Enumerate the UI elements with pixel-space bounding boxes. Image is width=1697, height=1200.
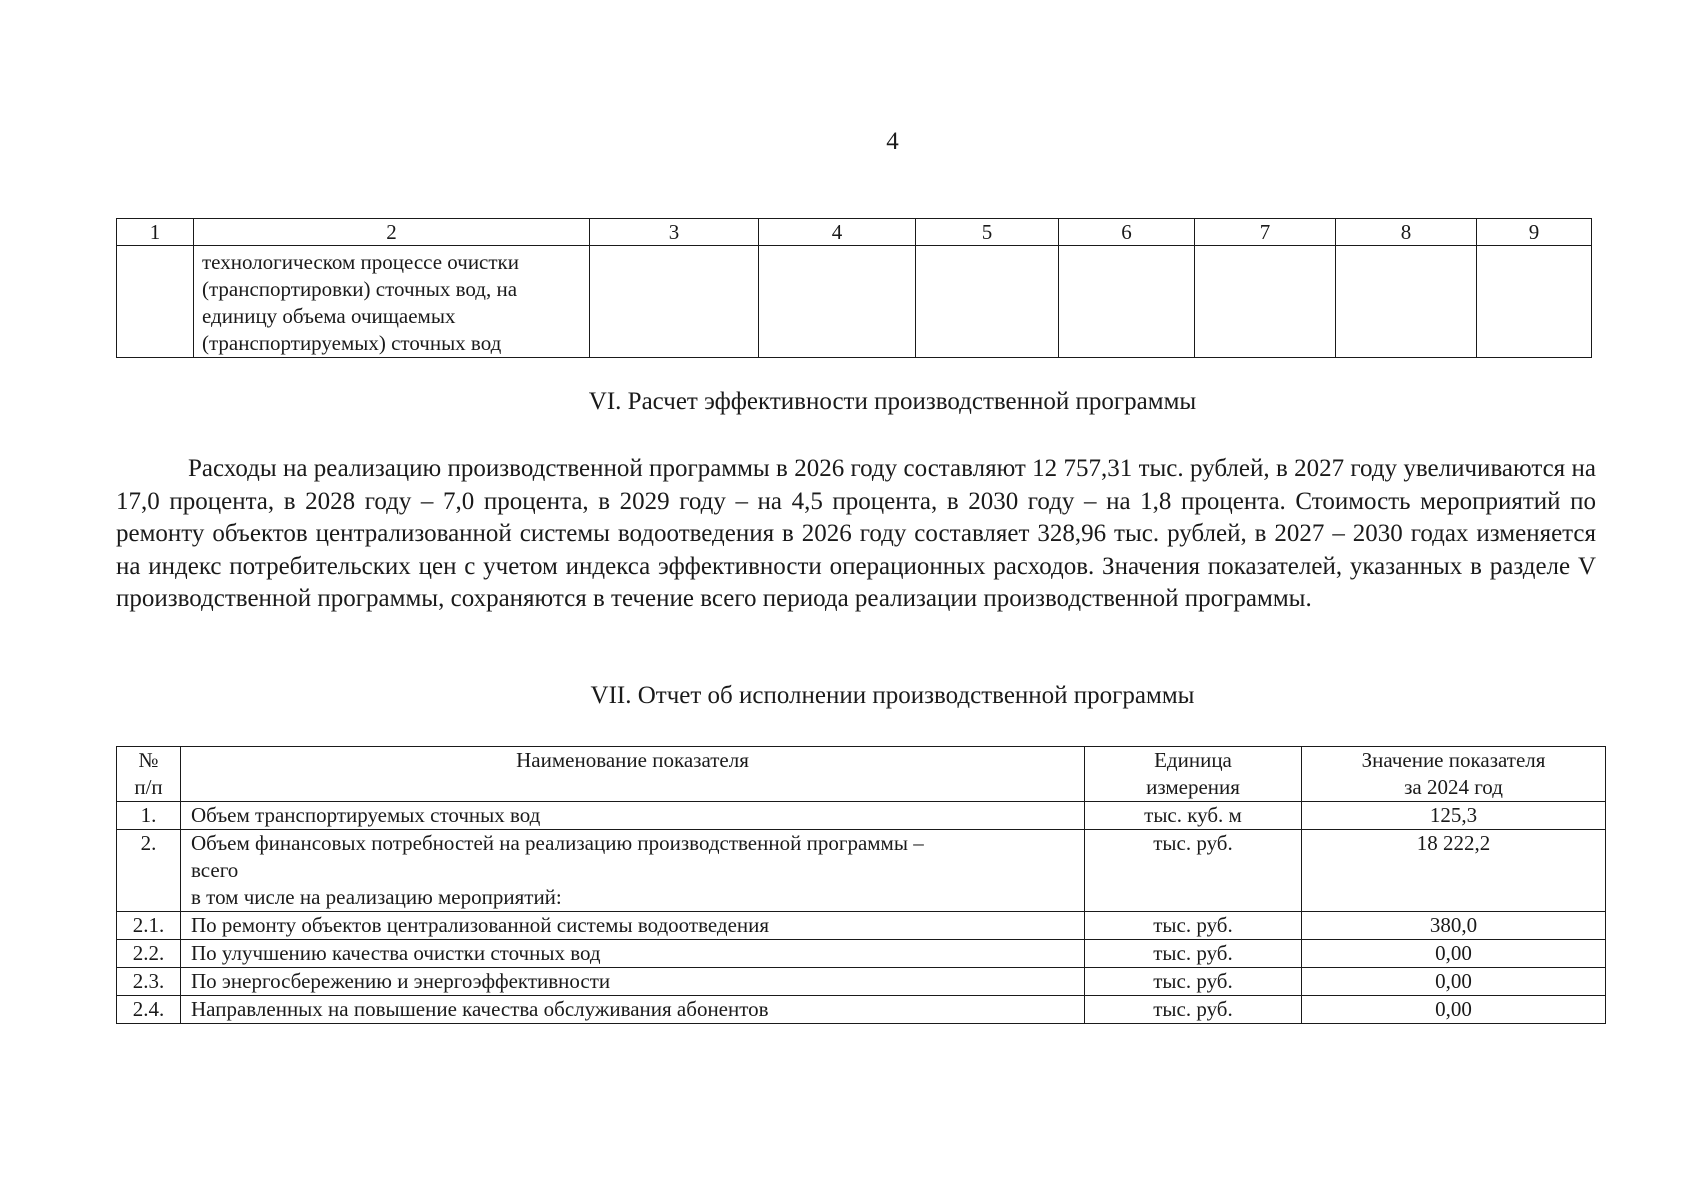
row-number-cell (117, 246, 194, 358)
row-name-line2: всего (191, 858, 239, 882)
row-value-cell: 0,00 (1302, 996, 1606, 1024)
value-cell (916, 246, 1059, 358)
column-number-cell: 1 (117, 219, 194, 246)
header-value-line1: Значение показателя (1361, 748, 1546, 772)
row-name-cell: Объем транспортируемых сточных вод (181, 802, 1085, 830)
row-name-line1: Объем финансовых потребностей на реализацию производственной программы – (191, 831, 924, 855)
table-row (117, 996, 1606, 1024)
table-row (117, 912, 1606, 940)
row-unit-cell: тыс. руб. (1085, 830, 1302, 912)
page-number: 4 (886, 128, 899, 155)
value-cell (1059, 246, 1195, 358)
header-number-cell (117, 747, 181, 802)
row-value-cell: 18 222,2 (1302, 830, 1606, 912)
table-row (117, 830, 1606, 912)
row-number-cell: 2.2. (117, 940, 181, 968)
section-7-heading: VII. Отчет об исполнении производственной программы (590, 682, 1195, 709)
row-unit-cell: тыс. руб. (1085, 912, 1302, 940)
header-unit-line1: Единица (1154, 748, 1232, 772)
header-number-line1: № (138, 748, 159, 772)
row-unit-cell: тыс. куб. м (1085, 802, 1302, 830)
row-name-cell: По ремонту объектов централизованной системы водоотведения (181, 912, 1085, 940)
row-value-cell: 125,3 (1302, 802, 1606, 830)
execution-report-table (116, 746, 1606, 1024)
row-unit-cell: тыс. руб. (1085, 968, 1302, 996)
efficiency-paragraph: Расходы на реализацию производственной программы в 2026 году составляют 12 757,31 тыс. рублей, в 2027 году увеличиваются на 17,0 процента, в 2028 году – 7,0 процента, в 2029 году – на 4,5 процента, в 2030 году – на 1,8 процента. Стоимость мероприятий по ремонту объектов централизованной системы водоотведения в 2026 году составляет 328,96 тыс. рублей, в 2027 – 2030 годах изменяется на индекс потребительских цен с учетом индекса эффективности операционных расходов. Значения показателей, указанных в разделе V производственной программы, сохраняются в течение всего периода реализации производственной программы. (116, 455, 1596, 612)
row-number-cell: 2.4. (117, 996, 181, 1024)
row-unit-cell: тыс. руб. (1085, 996, 1302, 1024)
column-number-cell: 8 (1336, 219, 1477, 246)
row-name-cell: Направленных на повышение качества обслуживания абонентов (181, 996, 1085, 1024)
value-cell (759, 246, 916, 358)
header-unit-line2: измерения (1146, 775, 1240, 799)
column-number-cell: 4 (759, 219, 916, 246)
header-name-cell: Наименование показателя (181, 747, 1085, 802)
row-number-cell: 2.1. (117, 912, 181, 940)
table-row (117, 802, 1606, 830)
value-cell (590, 246, 759, 358)
value-cell (1477, 246, 1592, 358)
row-name-cell (181, 830, 1085, 912)
row-value-cell: 0,00 (1302, 968, 1606, 996)
table-row (117, 968, 1606, 996)
row-unit-cell: тыс. руб. (1085, 940, 1302, 968)
table-row (117, 940, 1606, 968)
indicator-description-cell: технологическом процессе очистки (транспортировки) сточных вод, на единицу объема очищаемых (транспортируемых) сточных вод (194, 246, 590, 358)
row-name-line3: в том числе на реализацию мероприятий: (191, 885, 562, 909)
column-number-cell: 9 (1477, 219, 1592, 246)
table-row (117, 246, 1592, 358)
column-number-cell: 3 (590, 219, 759, 246)
row-value-cell: 0,00 (1302, 940, 1606, 968)
header-number-line2: п/п (134, 775, 163, 799)
column-number-cell: 5 (916, 219, 1059, 246)
column-number-cell: 6 (1059, 219, 1195, 246)
row-number-cell: 2.3. (117, 968, 181, 996)
row-number-cell: 2. (117, 830, 181, 912)
header-value-cell (1302, 747, 1606, 802)
value-cell (1336, 246, 1477, 358)
column-number-cell: 7 (1195, 219, 1336, 246)
row-number-cell: 1. (117, 802, 181, 830)
table-header-row (117, 747, 1606, 802)
header-unit-cell (1085, 747, 1302, 802)
section-6-heading: VI. Расчет эффективности производственной программы (588, 388, 1197, 415)
row-name-cell: По энергосбережению и энергоэффективности (181, 968, 1085, 996)
row-name-cell: По улучшению качества очистки сточных вод (181, 940, 1085, 968)
column-number-cell: 2 (194, 219, 590, 246)
value-cell (1195, 246, 1336, 358)
header-value-line2: за 2024 год (1404, 775, 1503, 799)
column-number-row (117, 219, 1592, 246)
indicators-table-continuation (116, 218, 1592, 358)
row-value-cell: 380,0 (1302, 912, 1606, 940)
